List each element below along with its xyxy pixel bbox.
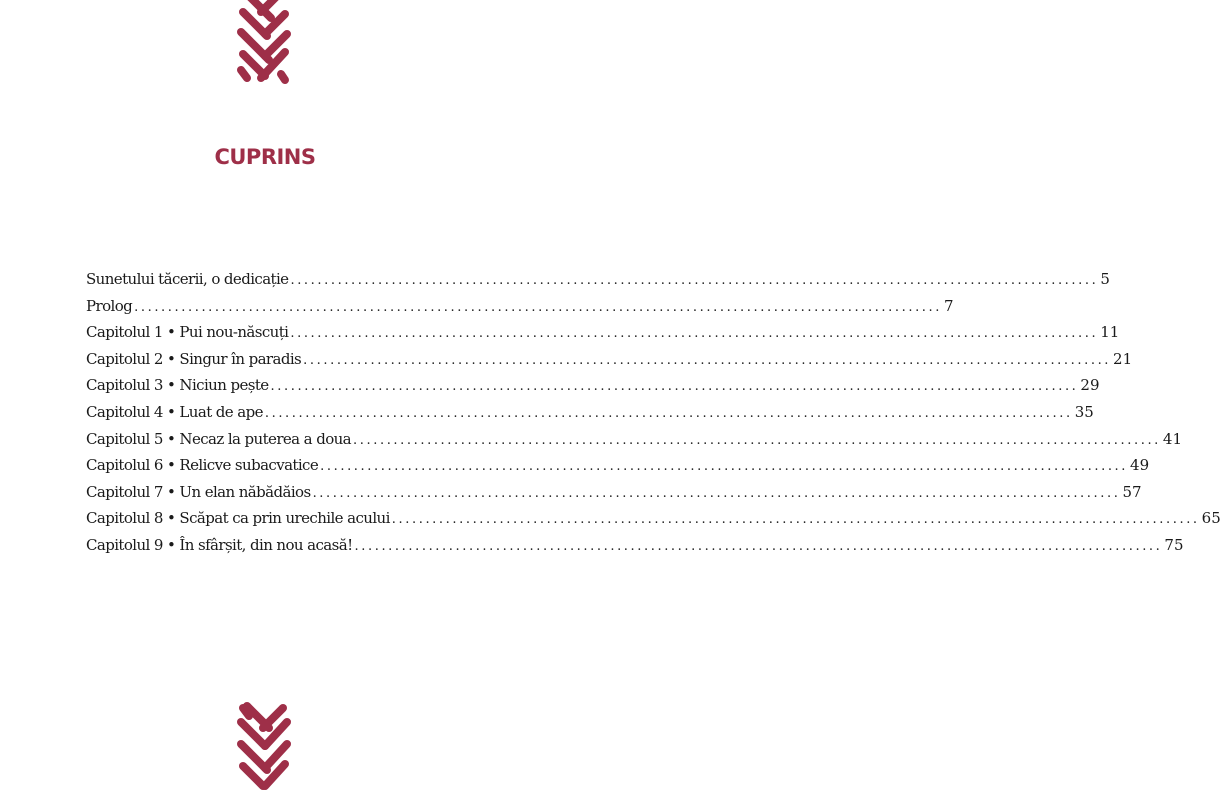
dot-leader: ........................................................................................................................ <box>264 405 1073 421</box>
dot-leader: ........................................................................................................................ <box>312 485 1121 501</box>
wheat-ornament-icon <box>235 700 295 802</box>
toc-entry <box>86 296 954 324</box>
toc-entry-page-number: 7 <box>944 296 954 315</box>
dot-leader: ........................................................................................................................ <box>290 326 1099 342</box>
toc-entry <box>86 349 1133 377</box>
dot-leader: ........................................................................................................................ <box>303 352 1112 368</box>
toc-entry-title: Sunetului tăcerii, o dedicație <box>86 270 289 288</box>
toc-entry <box>86 535 1184 563</box>
toc-entry <box>86 429 1183 457</box>
toc-entry-title: Capitolul 1 • Pui nou-născuți <box>86 323 289 342</box>
dot-leader: ........................................................................................................................ <box>290 273 1099 288</box>
dot-leader: ........................................................................................................................ <box>270 379 1079 395</box>
dot-leader: ........................................................................................................................ <box>391 512 1200 528</box>
toc-entry-page-number: 11 <box>1100 323 1120 342</box>
toc-entry-page-number: 41 <box>1162 429 1183 448</box>
toc-entry-title: Capitolul 6 • Relicve subacvatice <box>86 456 319 475</box>
toc-entry-title: Prolog <box>86 296 133 315</box>
toc-entry-title: Capitolul 5 • Necaz la puterea a doua <box>86 429 352 448</box>
toc-entry-page-number: 29 <box>1080 376 1100 395</box>
dot-leader: ........................................................................................................................ <box>353 432 1161 448</box>
dot-leader: ........................................................................................................................ <box>320 459 1129 475</box>
toc-entry <box>86 482 1142 510</box>
toc-entry <box>86 323 1120 350</box>
toc-entry-page-number: 21 <box>1113 349 1133 368</box>
toc-entry-title: Capitolul 4 • Luat de ape <box>86 402 263 421</box>
toc-entry-page-number: 65 <box>1201 509 1221 528</box>
toc-entry <box>86 270 1110 297</box>
toc-entry-page-number: 35 <box>1074 402 1094 421</box>
toc-entry <box>86 456 1150 483</box>
toc-entry-title: Capitolul 3 • Niciun pește <box>86 376 269 395</box>
toc-entry <box>86 509 1221 536</box>
toc-entry-page-number: 57 <box>1122 482 1142 501</box>
toc-entry-page-number: 49 <box>1130 456 1150 475</box>
toc-entry-title: Capitolul 8 • Scăpat ca prin urechile acului <box>86 509 390 528</box>
table-of-contents <box>86 270 1221 563</box>
page-title: CUPRINS <box>214 145 316 169</box>
dot-leader: ........................................................................................................................ <box>134 299 943 315</box>
toc-entry-title: Capitolul 2 • Singur în paradis <box>86 349 302 368</box>
toc-entry-title: Capitolul 7 • Un elan năbădăios <box>86 482 311 501</box>
toc-entry-title: Capitolul 9 • În sfârșit, din nou acasă! <box>86 535 353 554</box>
toc-entry <box>86 376 1100 403</box>
wheat-ornament-icon <box>235 0 295 94</box>
toc-entry <box>86 402 1094 430</box>
dot-leader: ........................................................................................................................ <box>354 538 1163 554</box>
toc-entry-page-number: 5 <box>1100 270 1110 288</box>
toc-entry-page-number: 75 <box>1164 535 1184 554</box>
